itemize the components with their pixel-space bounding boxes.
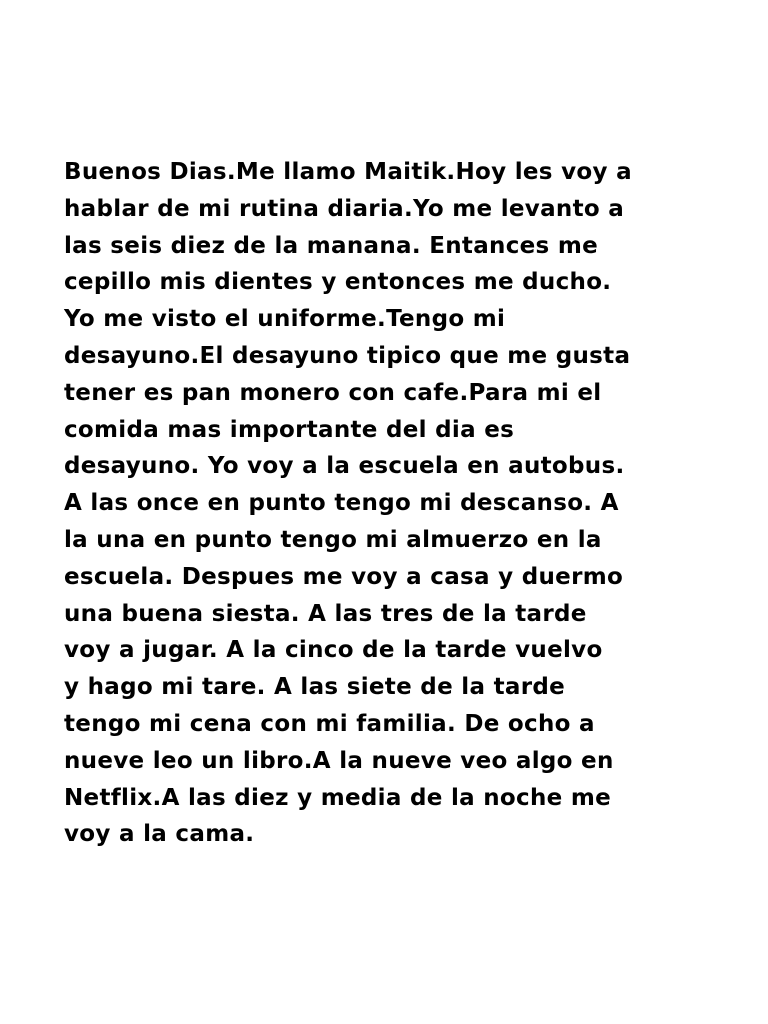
text-line-9: desayuno. Yo voy a la escuela en autobus.	[64, 453, 625, 480]
body-paragraph	[64, 154, 714, 853]
text-line-5: Yo me visto el uniforme.Tengo mi	[64, 306, 506, 333]
text-line-17: nueve leo un libro.A la nueve veo algo en	[64, 747, 614, 774]
text-line-18: Netflix.A las diez y media de la noche me	[64, 784, 612, 811]
text-line-11: la una en punto tengo mi almuerzo en la	[64, 526, 602, 553]
text-line-2: hablar de mi rutina diaria.Yo me levanto a	[64, 195, 625, 222]
text-line-13: una buena siesta. A las tres de la tarde	[64, 600, 587, 627]
text-line-19: voy a la cama.	[64, 821, 255, 848]
text-line-15: y hago mi tare. A las siete de la tarde	[64, 674, 566, 701]
text-line-7: tener es pan monero con cafe.Para mi el	[64, 379, 602, 406]
text-line-1: Buenos Dias.Me llamo Maitik.Hoy les voy a	[64, 159, 632, 185]
text-line-16: tengo mi cena con mi familia. De ocho a	[64, 710, 595, 737]
text-line-4: cepillo mis dientes y entonces me ducho.	[64, 269, 612, 296]
text-line-8: comida mas importante del dia es	[64, 416, 515, 443]
text-line-14: voy a jugar. A la cinco de la tarde vuelvo	[64, 637, 603, 664]
text-line-6: desayuno.El desayuno tipico que me gusta	[64, 342, 631, 369]
text-line-12: escuela. Despues me voy a casa y duermo	[64, 563, 624, 590]
text-line-10: A las once en punto tengo mi descanso. A	[64, 490, 619, 517]
text-line-3: las seis diez de la manana. Entances me	[64, 232, 598, 259]
